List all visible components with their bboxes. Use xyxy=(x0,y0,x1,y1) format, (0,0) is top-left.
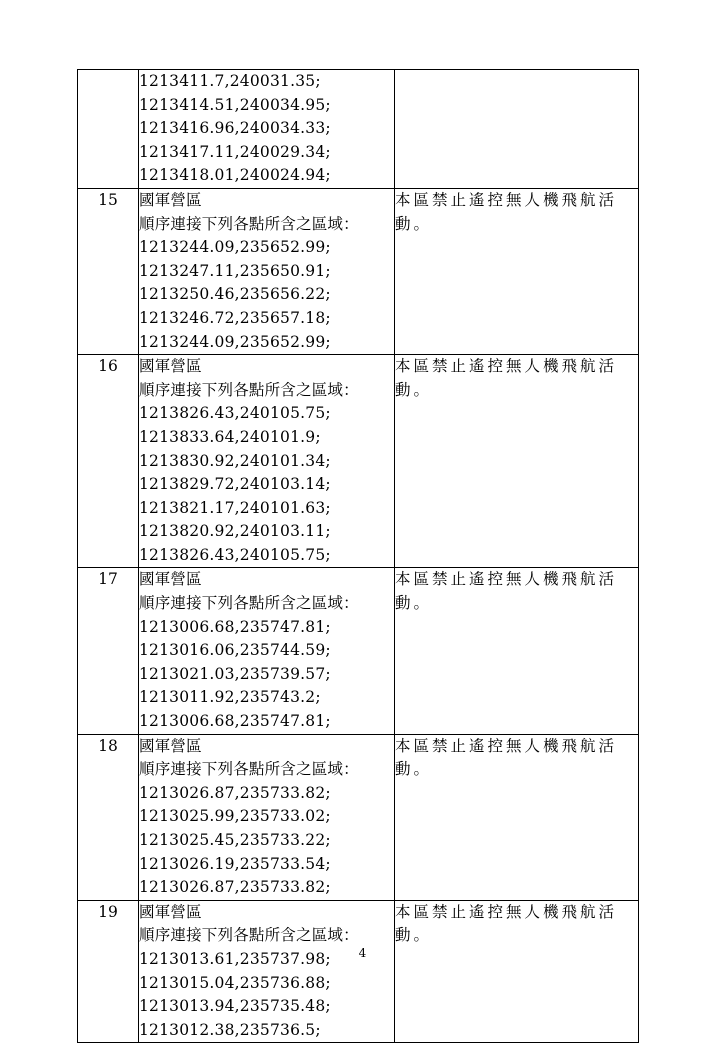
note-text: 本區禁止遙控無人機飛航活動。 xyxy=(395,190,618,233)
coordinate: 1213250.46,235656.22; xyxy=(139,285,331,304)
area-instruction: 順序連接下列各點所含之區域： xyxy=(139,926,359,945)
coordinate: 1213830.92,240101.34; xyxy=(139,451,331,470)
area-instruction: 順序連接下列各點所含之區域： xyxy=(139,214,359,233)
area-name: 國軍營區 xyxy=(139,902,202,921)
area-instruction: 順序連接下列各點所含之區域： xyxy=(139,594,359,613)
table-row xyxy=(78,355,639,568)
table-row xyxy=(78,734,639,900)
area-instruction: 順序連接下列各點所含之區域： xyxy=(139,760,359,779)
note-cell xyxy=(395,900,639,1043)
restricted-area-table xyxy=(77,69,639,1043)
coordinate: 1213417.11,240029.34; xyxy=(139,142,331,161)
note-text: 本區禁止遙控無人機飛航活動。 xyxy=(395,902,618,945)
area-name: 國軍營區 xyxy=(139,570,202,589)
coordinate: 1213025.45,235733.22; xyxy=(139,831,331,849)
coordinate: 1213416.96,240034.33; xyxy=(139,119,331,138)
area-cell xyxy=(139,734,395,900)
area-name: 國軍營區 xyxy=(139,190,202,209)
area-cell xyxy=(139,900,395,1043)
coordinate: 1213026.87,235733.82; xyxy=(139,783,331,802)
area-name: 國軍營區 xyxy=(139,736,202,755)
coordinate: 1213820.92,240103.11; xyxy=(139,522,331,541)
coordinate: 1213247.11,235650.91; xyxy=(139,261,331,280)
note-cell xyxy=(395,70,639,189)
area-cell xyxy=(139,70,395,189)
note-cell xyxy=(395,734,639,900)
coordinate: 1213826.43,240105.75; xyxy=(139,404,331,423)
coordinate: 1213821.17,240101.63; xyxy=(139,498,331,517)
coordinate: 1213026.19,235733.54; xyxy=(139,854,331,873)
row-number: 19 xyxy=(78,900,139,1043)
coordinate: 1213015.04,235736.88; xyxy=(139,973,331,992)
coordinate: 1213013.61,235737.98; xyxy=(139,949,331,968)
coordinate: 1213013.94,235735.48; xyxy=(139,997,331,1016)
row-number: 17 xyxy=(78,568,139,734)
coordinate: 1213012.38,235736.5; xyxy=(139,1020,321,1039)
coordinate: 1213826.43,240105.75; xyxy=(139,545,331,564)
area-cell xyxy=(139,355,395,568)
table-row xyxy=(78,188,639,354)
table-row xyxy=(78,70,639,189)
coordinate: 1213006.68,235747.81; xyxy=(139,617,331,636)
note-text: 本區禁止遙控無人機飛航活動。 xyxy=(395,736,618,779)
coordinate: 1213829.72,240103.14; xyxy=(139,475,331,494)
area-instruction: 順序連接下列各點所含之區域： xyxy=(139,380,359,399)
row-number xyxy=(78,70,139,189)
coordinate: 1213026.87,235733.82; xyxy=(139,878,331,897)
table-row xyxy=(78,568,639,734)
note-cell xyxy=(395,355,639,568)
row-number: 18 xyxy=(78,734,139,900)
coordinate: 1213011.92,235743.2; xyxy=(139,688,321,707)
coordinate: 1213006.68,235747.81; xyxy=(139,712,331,731)
table-row xyxy=(78,900,639,1043)
coordinate: 1213244.09,235652.99; xyxy=(139,238,331,257)
coordinate: 1213246.72,235657.18; xyxy=(139,308,331,327)
coordinate: 1213244.09,235652.99; xyxy=(139,332,331,351)
note-text: 本區禁止遙控無人機飛航活動。 xyxy=(395,570,618,613)
coordinate: 1213833.64,240101.9; xyxy=(139,427,321,446)
coordinate: 1213021.03,235739.57; xyxy=(139,664,331,683)
area-cell xyxy=(139,568,395,734)
row-number: 15 xyxy=(78,188,139,354)
coordinate: 1213411.7,240031.35; xyxy=(139,72,321,90)
coordinate: 1213016.06,235744.59; xyxy=(139,641,331,660)
coordinate: 1213414.51,240034.95; xyxy=(139,95,331,114)
page-number: 4 xyxy=(358,946,367,960)
note-cell xyxy=(395,188,639,354)
coordinate: 1213418.01,240024.94; xyxy=(139,166,331,185)
coordinate: 1213025.99,235733.02; xyxy=(139,807,331,826)
row-number: 16 xyxy=(78,355,139,568)
note-text: 本區禁止遙控無人機飛航活動。 xyxy=(395,357,618,399)
note-cell xyxy=(395,568,639,734)
area-cell xyxy=(139,188,395,354)
area-name: 國軍營區 xyxy=(139,357,202,376)
